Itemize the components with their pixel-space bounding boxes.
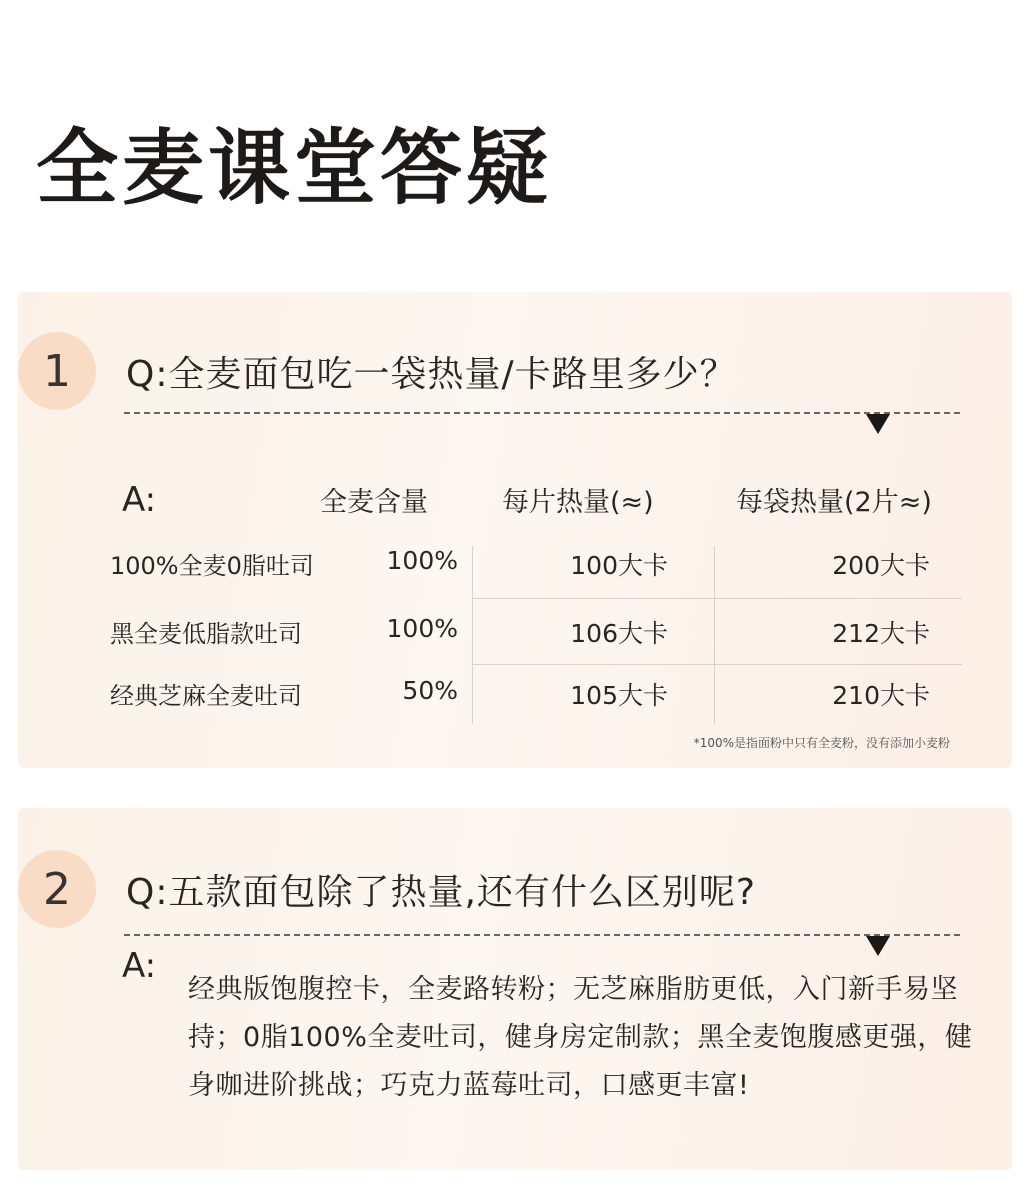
question-text: Q:全麦面包吃一袋热量/卡路里多少？: [126, 354, 737, 395]
table-row: [110, 546, 970, 586]
answer-label: A:: [122, 480, 157, 520]
per-slice-calories: 105大卡: [570, 681, 668, 710]
whole-wheat-percent: 100%: [386, 614, 458, 643]
per-bag-calories: 200大卡: [832, 551, 930, 580]
column-header-per-bag: 每袋热量(2片≈): [736, 487, 932, 518]
product-name: 黑全麦低脂款吐司: [110, 620, 302, 648]
dashed-divider: [124, 412, 960, 414]
answer-text: 经典版饱腹控卡，全麦路转粉；无芝麻脂肪更低，入门新手易坚持；0脂100%全麦吐司，健身房定制款；黑全麦饱腹感更强，健身咖进阶挑战；巧克力蓝莓吐司，口感更丰富!: [188, 974, 973, 1101]
whole-wheat-percent: 50%: [402, 676, 458, 705]
table-row: [110, 676, 970, 716]
whole-wheat-percent: 100%: [386, 546, 458, 575]
question-number-badge: 1: [18, 332, 96, 410]
calorie-table: [110, 546, 970, 726]
question-text: Q:五款面包除了热量,还有什么区别呢?: [126, 872, 757, 913]
triangle-down-icon: [866, 936, 890, 956]
question-number-badge: 2: [18, 850, 96, 928]
triangle-down-icon: [866, 414, 890, 434]
dashed-divider: [124, 934, 960, 936]
per-slice-calories: 100大卡: [570, 551, 668, 580]
footnote: *100%是指面粉中只有全麦粉，没有添加小麦粉: [693, 736, 950, 750]
qa-card-2: [18, 808, 1012, 1170]
column-header-per-slice: 每片热量(≈): [502, 487, 654, 518]
table-divider: [472, 598, 962, 599]
per-bag-calories: 212大卡: [832, 619, 930, 648]
product-name: 经典芝麻全麦吐司: [110, 682, 302, 710]
product-name: 100%全麦0脂吐司: [110, 552, 314, 580]
qa-card-1: [18, 292, 1012, 768]
per-bag-calories: 210大卡: [832, 681, 930, 710]
table-row: [110, 614, 970, 654]
page-title: 全麦课堂答疑: [36, 121, 553, 216]
table-divider: [472, 664, 962, 665]
per-slice-calories: 106大卡: [570, 619, 668, 648]
column-header-whole-wheat: 全麦含量: [320, 487, 428, 518]
answer-label: A:: [122, 946, 157, 986]
